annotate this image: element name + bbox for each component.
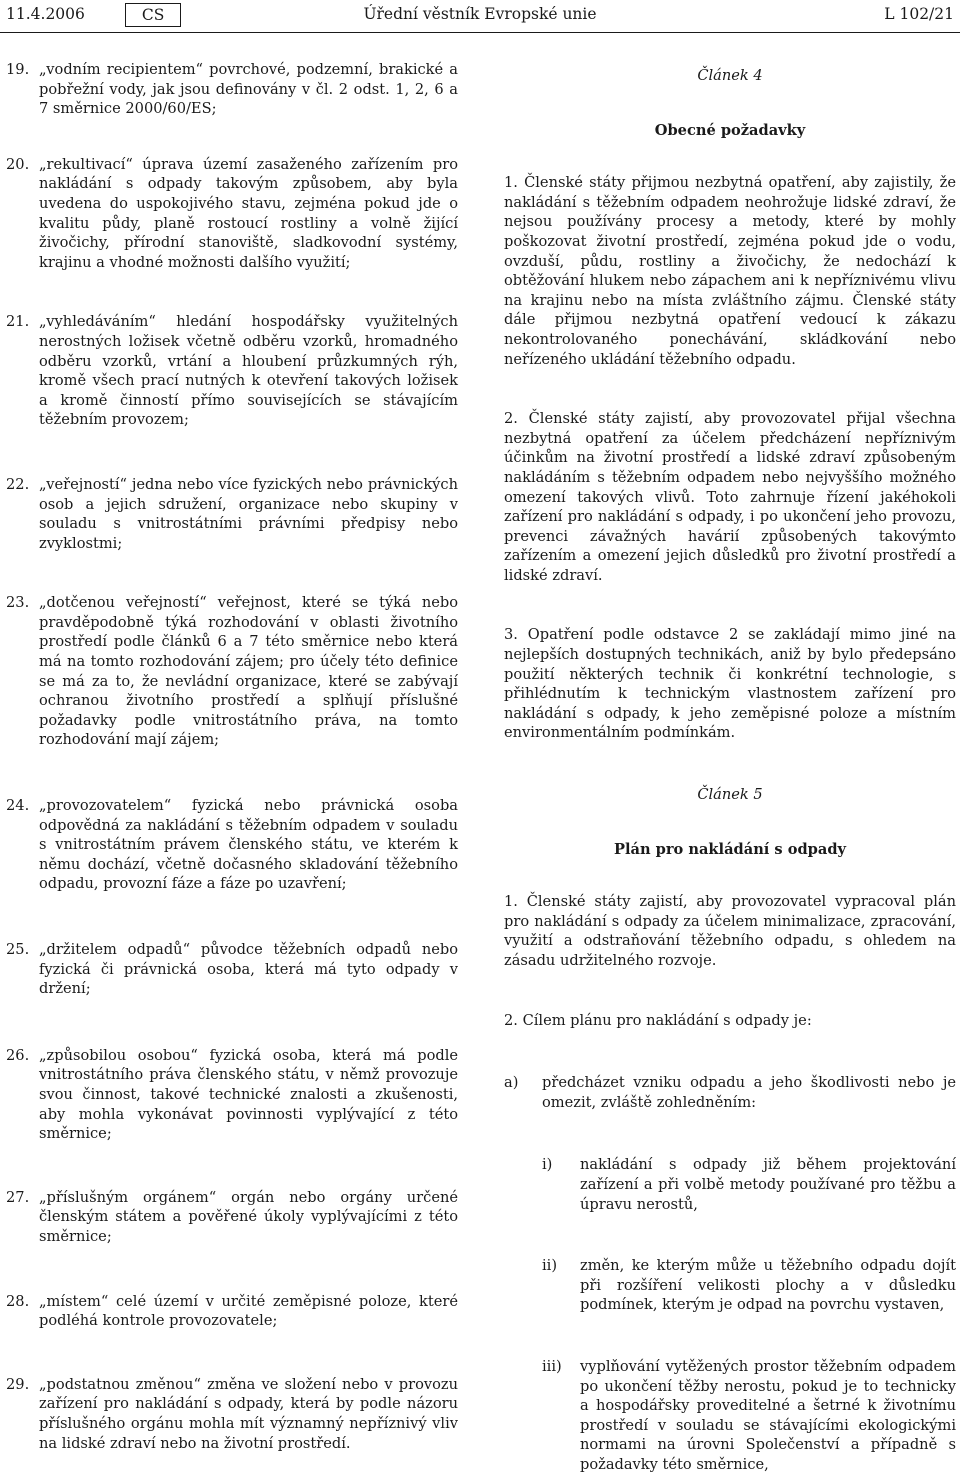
definition-text: „místem“ celé území v určité zeměpisné poloze, které podléhá kontrole provozovatele; <box>39 1292 458 1330</box>
item-text: předcházet vzniku odpadu a jeho škodlivosti nebo je omezit, zvláště zohledněním: <box>542 1074 956 1111</box>
definition-text: „veřejností“ jedna nebo více fyzických nebo právnických osob a jejich sdružení, organizace nebo skupiny v souladu s vnitrostátními právními předpisy nebo zvyklostmi; <box>39 475 458 552</box>
article-4-paragraph-3: 3. Opatření podle odstavce 2 se zakládají mimo jiné na nejlepších dostupných technikách, aniž by bylo předepsáno použití některých technik či konkrétní technologie, s přihlédnutím k technickým vlastnostem zařízení pro nakládání s odpady, k jeho zeměpisné poloze a místním environmentálním podmínkám. <box>504 626 956 742</box>
definition-24 <box>6 796 458 894</box>
article-4-number: Článek 4 <box>697 67 763 84</box>
definition-20 <box>6 155 458 273</box>
article-5-subitem-iii <box>542 1357 956 1475</box>
definition-number: 28. <box>6 1292 30 1310</box>
definition-27 <box>6 1188 458 1247</box>
article-4-title: Obecné požadavky <box>654 121 806 139</box>
definition-29 <box>6 1375 458 1453</box>
subitem-text: nakládání s odpady již během projektování zařízení a při volbě metody používané pro těžbu a úpravu nerostů, <box>580 1156 956 1213</box>
definition-number: 23. <box>6 594 30 612</box>
right-column <box>504 60 956 1475</box>
article-5-paragraph-2: 2. Cílem plánu pro nakládání s odpady je: <box>504 1011 812 1029</box>
definition-28 <box>6 1292 458 1331</box>
definition-number: 21. <box>6 313 30 331</box>
subitem-label: i) <box>542 1156 553 1174</box>
definition-text: „vyhledáváním“ hledání hospodářsky využitelných nerostných ložisek včetně odběru vzorků, hromadného odběru vzorků, vrtání a hloubení průzkumných rýh, kromě všech prací nutných k otevření takových ložisek a kromě činností přímo souvisejících se stávajícím těžebním provozem; <box>39 313 458 429</box>
definition-text: „vodním recipientem“ povrchové, podzemní, brakické a pobřežní vody, jak jsou definovány v čl. 2 odst. 1, 2, 6 a 7 směrnice 2000/60/ES; <box>39 61 458 118</box>
article-4-paragraph-2: 2. Členské státy zajistí, aby provozovatel přijal všechna nezbytná opatření za účelem předcházení nepříznivým účinkům na životní prostředí a lidské zdraví způsobeným nakládáním s těžebním odpadem nebo nejvyššího možného omezení takových vlivů. Toto zahrnuje řízení jakéhokoli zařízení pro nakládání s odpady, i po ukončení jeho provozu, prevenci závažných havárií způsobených takovýmto zařízením a omezení jejich důsledků pro životní prostředí a lidské zdraví. <box>504 410 956 584</box>
item-label: a) <box>504 1074 519 1092</box>
header-rule <box>0 32 960 33</box>
header-date: 11.4.2006 <box>6 5 85 24</box>
article-5-paragraph-1: 1. Členské státy zajistí, aby provozovatel vypracoval plán pro nakládání s odpady za účelem minimalizace, zpracování, využití a odstraňování těžebního odpadu, s ohledem na zásadu udržitelného rozvoje. <box>504 893 956 969</box>
definition-number: 20. <box>6 155 30 173</box>
definition-number: 27. <box>6 1188 30 1206</box>
definition-19 <box>6 60 458 119</box>
article-5-subitem-ii <box>542 1256 956 1315</box>
header-left <box>6 3 181 27</box>
definition-21 <box>6 312 458 430</box>
definition-text: „provozovatelem“ fyzická nebo právnická osoba odpovědná za nakládání s těžebním odpadem v souladu s vnitrostátním právem členského státu, ve kterém k němu dochází, včetně dočasného skladování těžebního odpadu, provozní fáze a fáze po uzavření; <box>39 797 458 893</box>
page-header <box>6 2 954 28</box>
definition-number: 22. <box>6 475 30 493</box>
definition-number: 26. <box>6 1046 30 1064</box>
definition-number: 19. <box>6 61 30 78</box>
definition-22 <box>6 475 458 553</box>
subitem-label: ii) <box>542 1257 558 1275</box>
subitem-text: vyplňování vytěžených prostor těžebním odpadem po ukončení těžby nerostu, pokud je to technicky a hospodářsky proveditelné a šetrné k životnímu prostředí v souladu se stávajícími ekologickými normami na úrovni Společenství a případně s požadavky této směrnice, <box>580 1357 956 1473</box>
definition-number: 29. <box>6 1375 30 1393</box>
language-badge: CS <box>125 3 181 27</box>
definition-text: „dotčenou veřejností“ veřejnost, které se týká nebo pravděpodobně týká rozhodování v oblasti životního prostředí podle článků 6 a 7 této směrnice nebo která má na tomto rozhodování zájem; pro účely této definice se má za to, že nevládní organizace, které se zabývají ochranou životního prostředí a splňují příslušné požadavky podle vnitrostátního práva, na tomto rozhodování mají zájem; <box>39 594 458 749</box>
definition-25 <box>6 940 458 999</box>
journal-title: Úřední věstník Evropské unie <box>363 5 597 24</box>
article-5-item-a <box>504 1073 956 1112</box>
article-5-subitem-i <box>542 1155 956 1214</box>
definition-text: „příslušným orgánem“ orgán nebo orgány určené členským státem a pověřené úkoly vyplývajícími z této směrnice; <box>39 1188 458 1245</box>
article-5-title: Plán pro nakládání s odpady <box>613 840 847 858</box>
article-4-paragraph-1: 1. Členské státy přijmou nezbytná opatření, aby zajistily, že nakládání s těžebním odpadem neohrožuje lidské zdraví, že nejsou používány procesy a metody, které by mohly poškozovat životní prostředí, zejména pokud jde o vodu, ovzduší, půdu, rostliny a živočichy, že nedochází k obtěžování hlukem nebo zápachem ani k nepříznivému vlivu na krajinu nebo na místa zvláštního zájmu. Členské státy dále přijmou nezbytná opatření vedoucí k zákazu nekontrolovaného ponechávání, skládkování nebo neřízeného ukládání těžebního odpadu. <box>504 174 956 368</box>
definition-text: „způsobilou osobou“ fyzická osoba, která má podle vnitrostátního práva členského státu, v němž provozuje svou činnost, takové technické znalosti a zkušenosti, aby mohla vykonávat povinnosti vyplývající z této směrnice; <box>39 1046 458 1143</box>
definition-text: „držitelem odpadů“ původce těžebních odpadů nebo fyzická či právnická osoba, která má tyto odpady v držení; <box>39 941 458 998</box>
definition-23 <box>6 593 458 750</box>
left-column <box>6 60 458 1453</box>
definition-text: „podstatnou změnou“ změna ve složení nebo v provozu zařízení pro nakládání s odpady, která by podle názoru příslušného orgánu mohla mít významný nepříznivý vliv na lidské zdraví nebo na životní prostředí. <box>39 1375 458 1452</box>
definition-number: 25. <box>6 941 30 958</box>
article-5-number: Článek 5 <box>697 786 763 804</box>
definition-text: „rekultivací“ úprava území zasaženého zařízením pro nakládání s odpady takovým způsobem, aby byla uvedena do uspokojivého stavu, zejména pokud jde o kvalitu půdy, planě rostoucí rostliny a volně žijící živočichy, přírodní stanoviště, sladkovodní systémy, krajinu a vhodné možnosti dalšího využití; <box>39 155 458 271</box>
definition-number: 24. <box>6 797 30 815</box>
subitem-text: změn, ke kterým může u těžebního odpadu dojít při rozšíření velikosti plochy a v důsledku podmínek, kterým je odpad na povrchu vystaven, <box>580 1257 956 1314</box>
definition-26 <box>6 1046 458 1144</box>
subitem-label: iii) <box>542 1357 562 1375</box>
page-reference: L 102/21 <box>884 5 954 24</box>
